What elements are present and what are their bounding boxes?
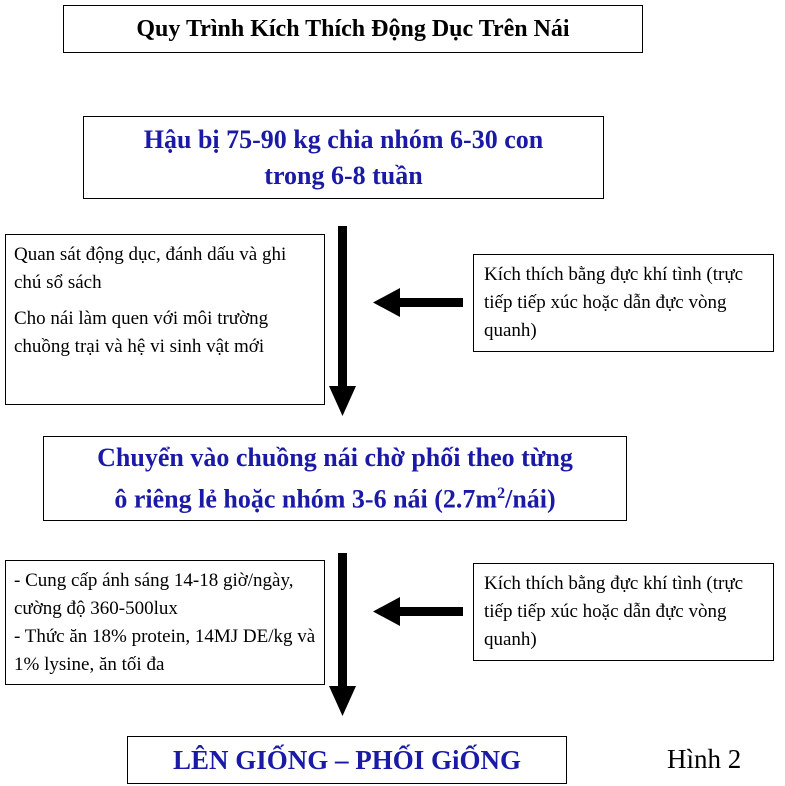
left-arrow-2-head — [373, 597, 400, 626]
left-note-1-para2: Cho nái làm quen với môi trường chuồng trại và hệ vi sinh vật mới — [14, 308, 269, 357]
right-note-2-text: Kích thích bằng đực khí tình (trực tiếp tiếp xúc hoặc dẫn đực vòng quanh) — [484, 573, 744, 650]
left-note-1-para1: Quan sát động dục, đánh dấu và ghi chú sổ sách — [14, 244, 287, 293]
left-note-2-item1: - Cung cấp ánh sáng 14-18 giờ/ngày, cường độ 360-500lux — [14, 570, 294, 619]
right-note-1-text: Kích thích bằng đực khí tình (trực tiếp tiếp xúc hoặc dẫn đực vòng quanh) — [484, 264, 744, 341]
down-arrow-1-head — [329, 386, 356, 416]
middle-step-line2-superscript: 2 — [497, 484, 506, 502]
down-arrow-2-shaft — [338, 553, 347, 688]
diagram-title-text: Quy Trình Kích Thích Động Dục Trên Nái — [136, 15, 570, 42]
middle-step-line2-prefix: ô riêng lẻ hoặc nhóm 3-6 nái (2.7m — [114, 484, 498, 514]
left-arrow-2-shaft — [398, 607, 463, 616]
left-note-2-item2: - Thức ăn 18% protein, 14MJ DE/kg và 1% lysine, ăn tối đa — [14, 626, 316, 675]
left-arrow-1-shaft — [398, 298, 463, 307]
left-arrow-1-head — [373, 288, 400, 317]
middle-step-line2-suffix: /nái) — [505, 484, 556, 514]
top-step-line1: Hậu bị 75-90 kg chia nhóm 6-30 con — [143, 124, 544, 154]
down-arrow-2-head — [329, 686, 356, 716]
figure-label: Hình 2 — [667, 744, 742, 774]
top-step-line2: trong 6-8 tuần — [264, 160, 423, 190]
middle-step-line1: Chuyển vào chuồng nái chờ phối theo từng — [97, 442, 573, 472]
bottom-step-text: LÊN GIỐNG – PHỐI GiỐNG — [172, 744, 522, 775]
down-arrow-1-shaft — [338, 226, 347, 388]
